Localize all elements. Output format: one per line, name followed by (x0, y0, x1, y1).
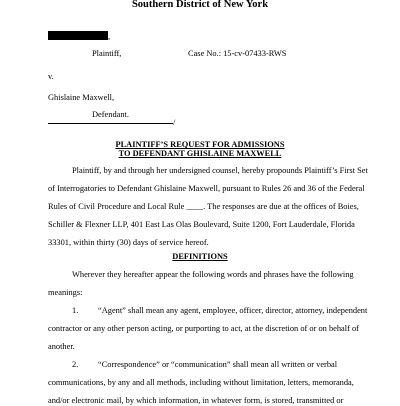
redaction-comma: , (108, 32, 111, 41)
definition-line: communications, by any and all methods, including without limitation, letters, memoranda, (48, 378, 354, 387)
plaintiff-label: Plaintiff, (92, 49, 122, 58)
definition-line: contractor or any other person acting, or purporting to act, at the discretion of or on behalf of (48, 324, 359, 333)
definition-number: 1. (72, 306, 79, 315)
document-title-line-1: PLAINTIFF’S REQUEST FOR ADMISSIONS (115, 140, 285, 149)
definitions-lead-line: Wherever they hereafter appear the following words and phrases have the following (72, 270, 354, 279)
defendant-label: Defendant. (92, 110, 129, 119)
caption-rule-slash: / (173, 118, 176, 127)
intro-line: 33301, within thirty (30) days of service hereof. (48, 238, 209, 247)
definitions-heading: DEFINITIONS (172, 252, 228, 261)
defendant-name: Ghislaine Maxwell, (48, 93, 115, 102)
definitions-lead-line: meanings: (48, 288, 83, 297)
definition-line: another. (48, 342, 75, 351)
caption-rule (48, 123, 173, 124)
court-name: Southern District of New York (131, 0, 269, 10)
definition-number: 2. (72, 360, 79, 369)
intro-line: Schiller & Flexner LLP, 401 East Las Olas Boulevard, Suite 1200, Fort Lauderdale, Florida (48, 220, 355, 229)
document-title-line-2: TO DEFENDANT GHISLAINE MAXWELL (118, 149, 282, 158)
definition-line: and/or electronic mail, by which information, in whatever form, is stored, transmitted or (48, 396, 344, 405)
intro-line: Rules of Civil Procedure and Local Rule ____. The responses are due at the offices of Boies, (48, 202, 359, 211)
definition-line: “Agent” shall mean any agent, employee, officer, director, attorney, independent (98, 306, 368, 315)
intro-line: of Interrogatories to Defendant Ghislaine Maxwell, pursuant to Rules 26 and 36 of the Federal (48, 184, 365, 193)
case-number: Case No.: 15-cv-07433-RWS (188, 49, 287, 58)
versus-label: v. (48, 72, 54, 81)
intro-line: Plaintiff, by and through her undersigned counsel, hereby propounds Plaintiff’s First Set (72, 166, 368, 175)
definition-line: “Correspondence” or “communication” shall mean all written or verbal (98, 360, 338, 369)
redacted-plaintiff-name (48, 31, 111, 41)
